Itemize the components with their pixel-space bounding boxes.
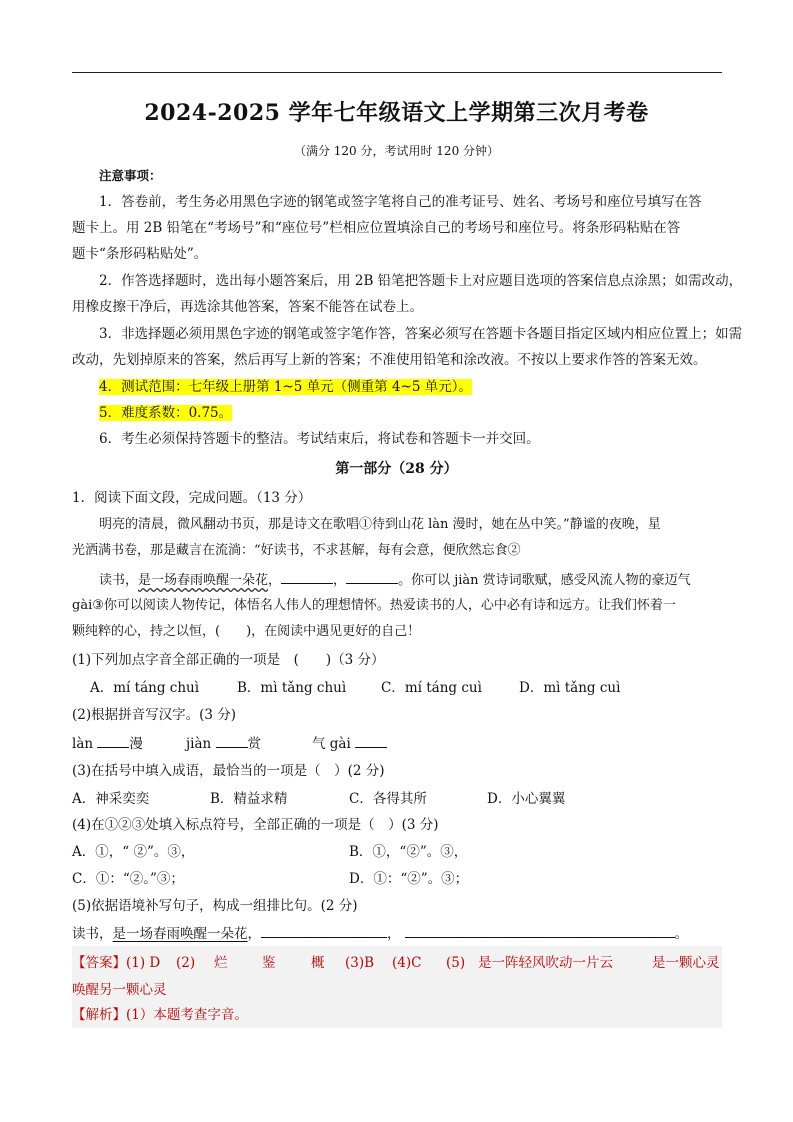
q1-sub5-underlined-sentence: 是一场春雨唤醒一朵花	[112, 926, 248, 942]
notice-item-1-line2: 题卡上。用 2B 铅笔在“考场号”和“座位号”栏相应位置填涂自己的考场号和座位号。将条形码粘贴在答	[72, 220, 681, 236]
notice-item-1-line1: 1．答卷前，考生务必用黑色字迹的钢笔或签字笔将自己的准考证号、姓名、考场号和座位号填写在答	[99, 194, 702, 210]
answer-part-9: 是一阵轻风吹动一片云	[478, 955, 613, 971]
q1-passage-p2-line2: gài③你可以阅读人物传记，体悟名人伟人的理想情怀。热爱读书的人，心中必有诗和远方。让我们怀着一	[72, 598, 676, 613]
notice-item-2-line1: 2．作答选择题时，选出每小题答案后，用 2B 铅笔把答题卡上对应题目选项的答案信息点涂黑；如需改动，	[99, 273, 743, 289]
q1-sub2-item-1	[72, 733, 143, 754]
q1-sub2-suffix-1: 漫	[129, 736, 143, 752]
q1-passage-p2-line3: 颗纯粹的心，持之以恒，( )，在阅读中遇见更好的自己！	[72, 624, 421, 639]
page-title: 2024-2025 学年七年级语文上学期第三次月考卷	[144, 100, 649, 126]
q1-sub2-blank-1	[97, 733, 129, 748]
q1-stem: 1．阅读下面文段，完成问题。（13 分）	[72, 490, 312, 506]
q1-sub1-option-d: D．mì tǎng cuì	[519, 680, 621, 696]
header-rule	[72, 72, 722, 73]
notice-item-3-line1: 3．非选择题必须用黑色字迹的钢笔或签字笔作答，答案必须写在答题卡各题目指定区域内相应位置上；如需	[99, 326, 743, 342]
q1-sub5-comma-1: ，	[247, 926, 261, 942]
q1-sub5-comma-2: ，	[387, 926, 401, 942]
answer-line-1	[72, 953, 722, 973]
q1-sub2-pinyin-2: jiàn	[186, 736, 212, 752]
q1-sub5-question: (5)依据语境补写句子，构成一组排比句。(2 分)	[72, 898, 358, 914]
analysis-text: (1）本题考查字音。	[126, 1007, 248, 1023]
q1-passage-p2-end: 。你可以 jiàn 赏诗词歌赋，感受风流人物的豪迈气	[398, 573, 691, 588]
notice-heading: 注意事项：	[99, 168, 162, 183]
q1-sub2-blank-2	[216, 733, 248, 748]
answer-part-6: (3)B	[345, 955, 375, 971]
notice-item-6: 6．考生必须保持答题卡的整洁。考试结束后，将试卷和答题卡一并交回。	[99, 431, 540, 447]
q1-passage-p2-line1	[72, 569, 749, 591]
q1-passage-blank-1	[281, 569, 333, 584]
q1-sub1-question: (1)下列加点字音全部正确的一项是 ( )（3 分）	[72, 652, 385, 668]
notice-item-4	[72, 377, 749, 397]
q1-sub5-blank-2	[405, 923, 675, 938]
answer-part-1: (1) D	[126, 955, 161, 971]
q1-passage-p1-line1: 明亮的清晨，微风翻动书页，那是诗文在歌唱①待到山花 làn 漫时，她在丛中笑。”静谧的夜晚，星	[99, 517, 661, 532]
q1-sub1-option-a: A．mí táng chuì	[90, 680, 200, 696]
q1-sub4-option-a: A．①，“ ②”。③，	[72, 844, 195, 860]
notice-highlight-difficulty: 5．难度系数：0.75。	[99, 405, 233, 421]
answer-line-2: 唤醒另一颗心灵	[72, 982, 167, 998]
section-title: 第一部分（28 分）	[335, 461, 458, 477]
analysis-line	[72, 1005, 248, 1025]
notice-item-2-line2: 用橡皮擦干净后，再选涂其他答案，答案不能答在试卷上。	[72, 299, 423, 315]
q1-sub5-start: 读书，	[72, 926, 113, 942]
q1-sub4-option-b: B．①，“②”。③，	[349, 844, 468, 860]
q1-sub2-pinyin-1: làn	[72, 736, 94, 752]
q1-sub3-option-c: C．各得其所	[349, 791, 427, 807]
q1-passage-p1-line2: 光洒满书卷，那是藏言在流淌：“好读书，不求甚解，每有会意，便欣然忘食②	[72, 543, 521, 558]
q1-passage-wavy-sentence: 是一场春雨唤醒一朵花	[138, 573, 269, 588]
notice-item-3-line2: 改动，先划掉原来的答案，然后再写上新的答案；不准使用铅笔和涂改液。不按以上要求作答的答案无效。	[72, 352, 707, 368]
answer-part-3: 烂	[214, 955, 228, 971]
q1-passage-p2-start: 读书，	[99, 573, 139, 588]
q1-sub3-option-a: A．神采奕奕	[72, 791, 150, 807]
q1-sub2-suffix-2: 赏	[247, 736, 262, 752]
q1-passage-comma-1: ，	[268, 573, 282, 588]
q1-sub2-item-3	[312, 733, 387, 754]
q1-sub3-question: (3)在括号中填入成语，最恰当的一项是（ ）(2 分)	[72, 763, 385, 779]
q1-sub4-option-d: D．①：“②”。③；	[349, 871, 469, 887]
answer-part-7: (4)C	[392, 955, 422, 971]
q1-sub4-question: (4)在①②③处填入标点符号，全部正确的一项是（ ）(3 分)	[72, 817, 439, 833]
q1-sub1-option-b: B．mì tǎng chuì	[237, 680, 347, 696]
q1-sub2-prefix-3: 气 gài	[312, 736, 351, 752]
answer-label: 【答案】	[72, 955, 126, 971]
answer-part-10: 是一颗心灵	[652, 955, 720, 971]
notice-item-1-line3: 题卡“条形码粘贴处”。	[72, 246, 208, 262]
q1-sub2-item-2	[186, 733, 261, 754]
analysis-label: 【解析】	[72, 1007, 126, 1023]
q1-sub5-period: 。	[674, 926, 688, 942]
q1-passage-comma-2: ，	[333, 573, 347, 588]
q1-sub5-blank-1	[261, 923, 387, 938]
q1-sub3-option-d: D．小心翼翼	[487, 791, 566, 807]
answer-part-5: 概	[311, 955, 325, 971]
notice-highlight-scope: 4．测试范围：七年级上册第 1~5 单元（侧重第 4~5 单元）。	[99, 379, 472, 395]
page-subtitle: （满分 120 分，考试用时 120 分钟）	[293, 144, 500, 158]
q1-sub5-line	[72, 923, 722, 944]
q1-sub4-option-c: C．①：“②。”③；	[72, 871, 184, 887]
q1-sub2-question: (2)根据拼音写汉字。(3 分)	[72, 707, 237, 723]
answer-part-4: 鉴	[262, 955, 276, 971]
q1-sub3-option-b: B．精益求精	[210, 791, 288, 807]
q1-passage-blank-2	[346, 569, 398, 584]
notice-item-5	[72, 403, 749, 423]
answer-part-2: (2)	[176, 955, 196, 971]
q1-sub1-option-c: C．mí táng cuì	[381, 680, 482, 696]
q1-sub2-blank-3	[355, 733, 387, 748]
answer-part-8: (5)	[446, 955, 466, 971]
